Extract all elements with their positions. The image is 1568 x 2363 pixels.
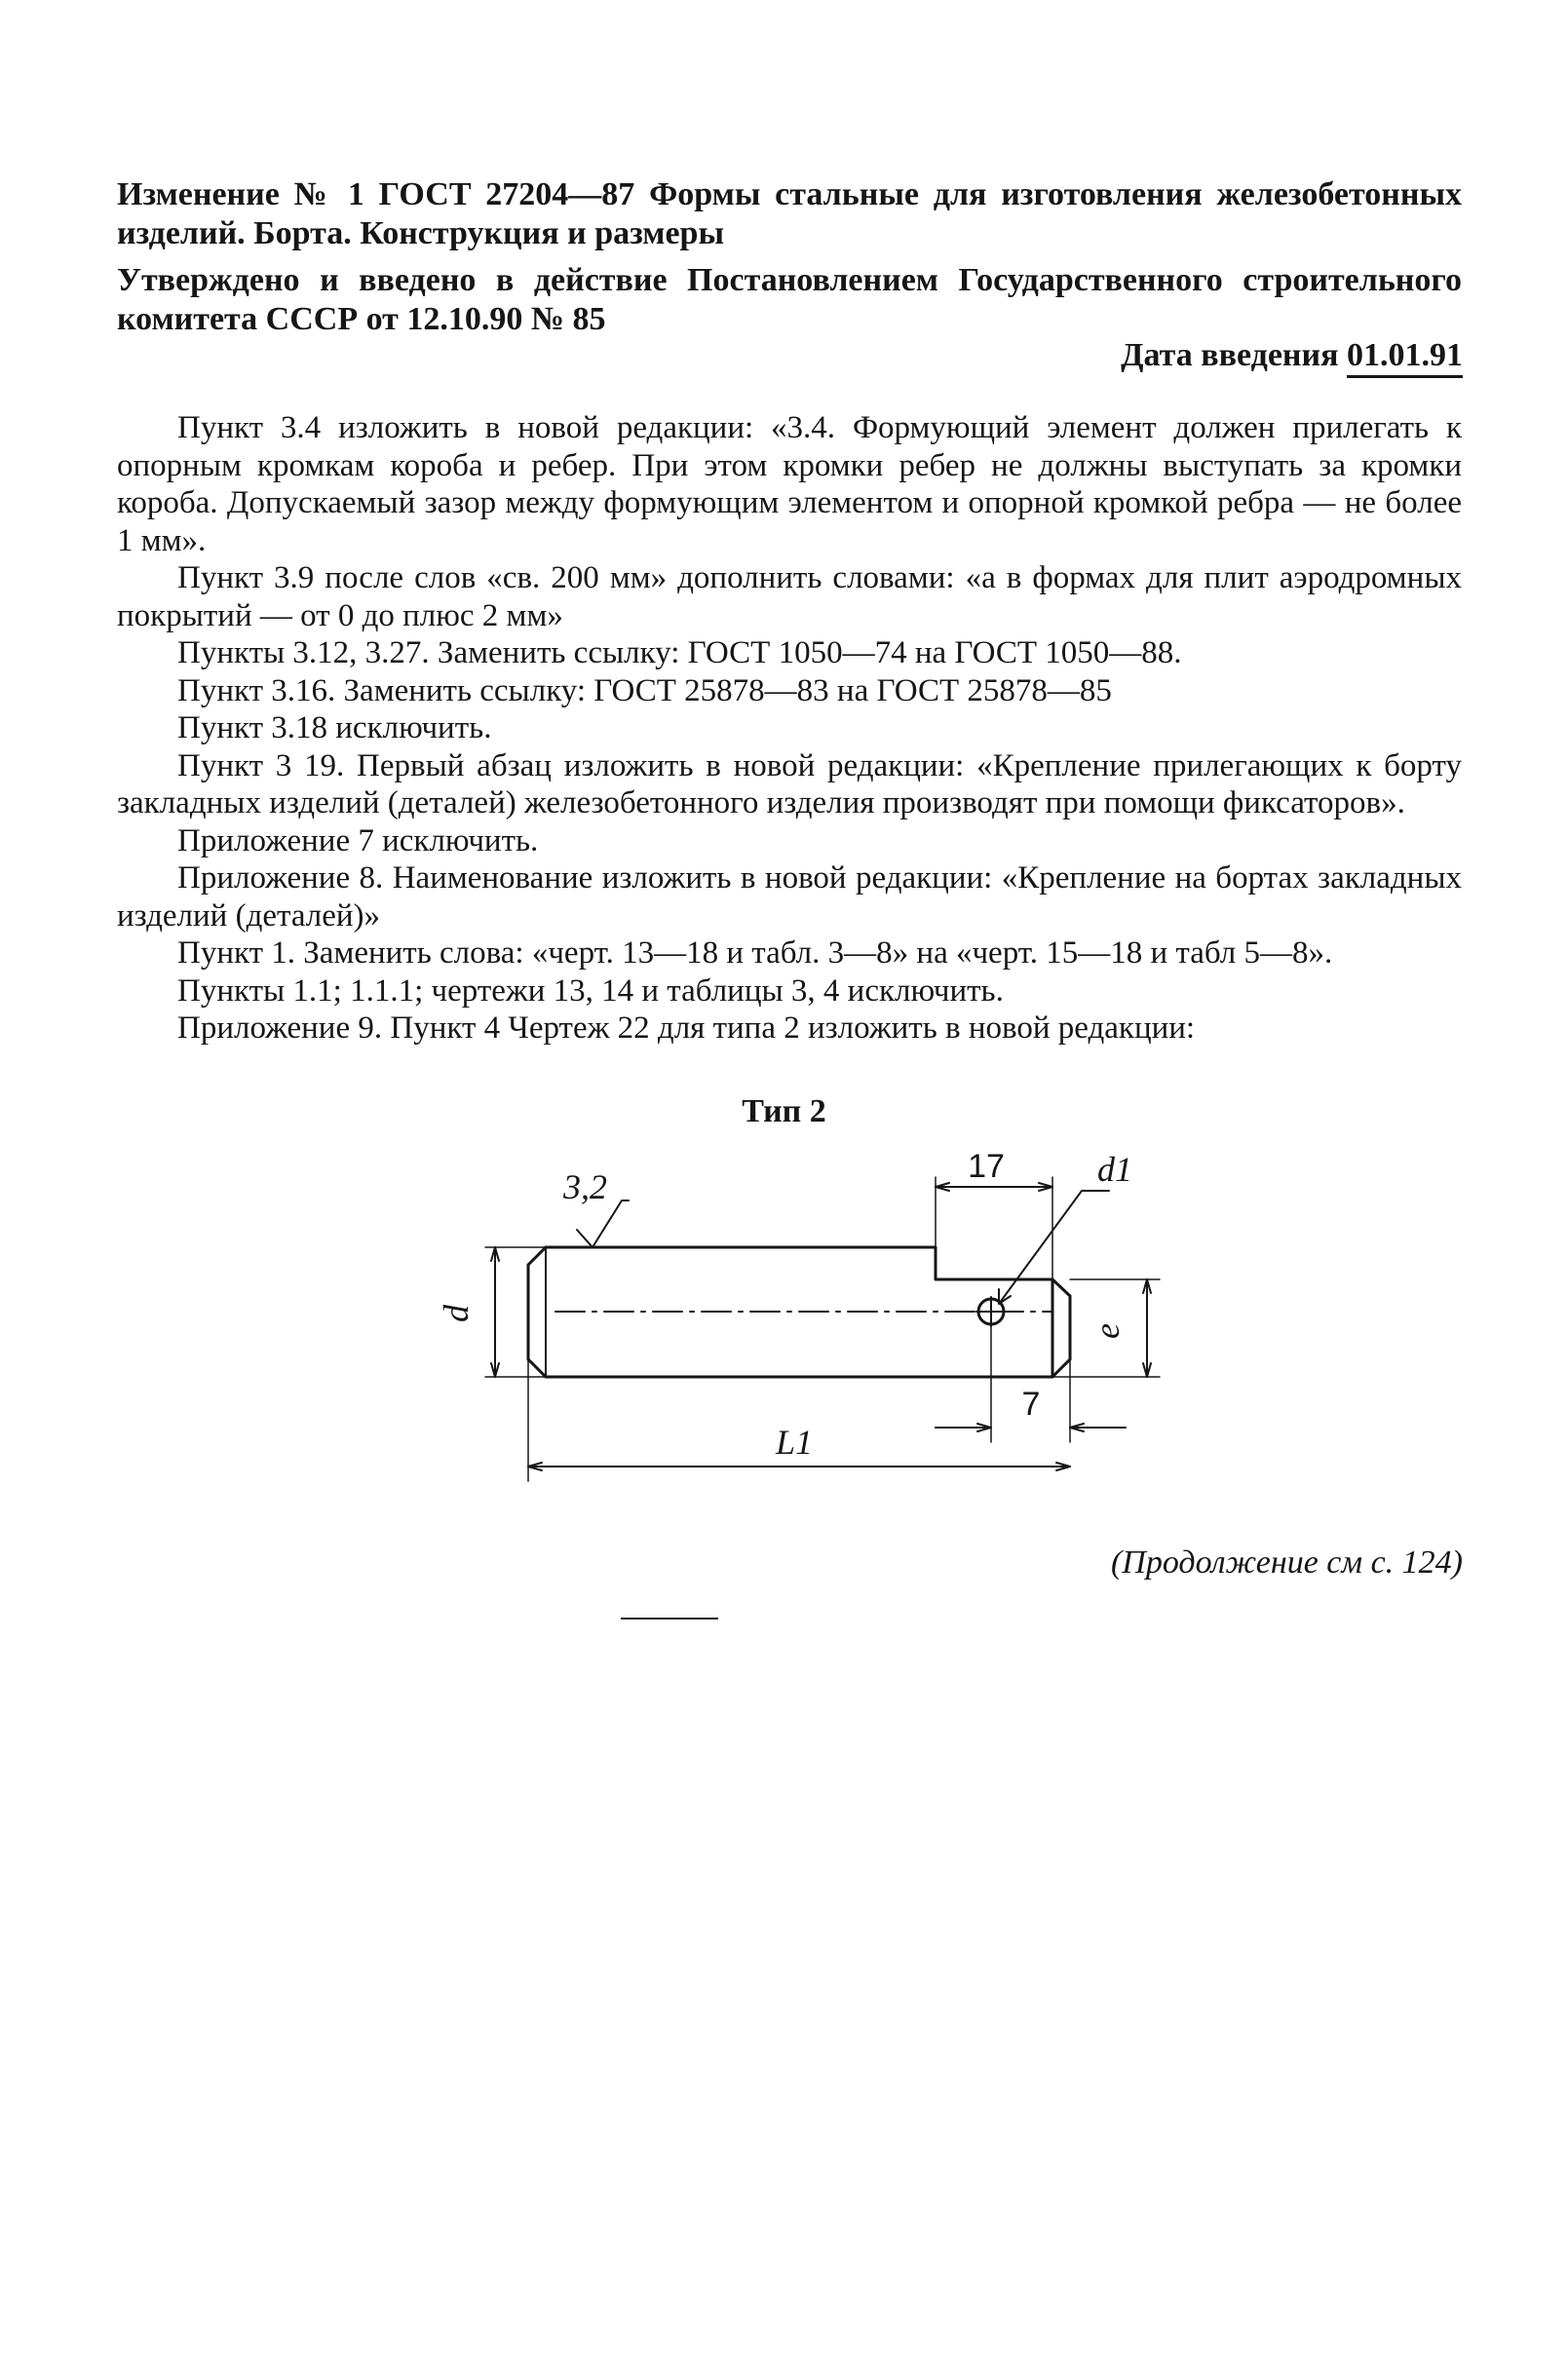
paragraph-3-4: Пункт 3.4 изложить в новой редакции: «3.4. Формующий элемент должен прилегать к опорным кромкам короба и ребер. При этом кромки ребер не должны выступать за кромки короба. Допускаемый зазор между формующим элементом и опорной кромкой ребра — не более 1 мм». bbox=[117, 410, 1462, 558]
date-value: 01.01.91 bbox=[1347, 337, 1463, 378]
paragraph-3-19: Пункт 3 19. Первый абзац изложить в новой редакции: «Крепление прилегающих к борту закладных изделий (деталей) железобетонного изделия производят при помощи фиксаторов». bbox=[117, 747, 1462, 820]
paragraph-items-1-1: Пункты 1.1; 1.1.1; чертежи 13, 14 и таблицы 3, 4 исключить. bbox=[177, 972, 1004, 1009]
change-body bbox=[117, 409, 1462, 1048]
introduction-date bbox=[1121, 336, 1463, 375]
technical-drawing bbox=[409, 1150, 1189, 1501]
label-dim-7: 7 bbox=[1021, 1386, 1041, 1423]
paragraph-3-9: Пункт 3.9 после слов «св. 200 мм» дополнить словами: «а в формах для плит аэродромных покрытий — от 0 до плюс 2 мм» bbox=[117, 560, 1462, 633]
left-chamfer-top bbox=[528, 1247, 546, 1265]
separator-rule bbox=[621, 1618, 718, 1620]
label-l1: L1 bbox=[775, 1423, 814, 1462]
paragraph-appendix-8: Приложение 8. Наименование изложить в новой редакции: «Крепление на бортах закладных изделий (деталей)» bbox=[117, 860, 1462, 934]
label-dim-17: 17 bbox=[968, 1150, 1005, 1185]
label-d1: d1 bbox=[1097, 1150, 1132, 1189]
change-title: Изменение № 1 ГОСТ 27204—87 Формы стальные для изготовления железобетонных изделий. Борта. Конструкция и размеры bbox=[117, 176, 1462, 251]
right-chamfer-bottom bbox=[1052, 1359, 1070, 1377]
label-e: e bbox=[1088, 1323, 1127, 1339]
paragraph-appendix-9: Приложение 9. Пункт 4 Чертеж 22 для типа 2 изложить в новой редакции: bbox=[177, 1010, 1196, 1046]
continuation-note: (Продолжение см с. 124) bbox=[1110, 1544, 1463, 1581]
left-chamfer-bottom bbox=[528, 1359, 546, 1377]
paragraph-item-1: Пункт 1. Заменить слова: «черт. 13—18 и табл. 3—8» на «черт. 15—18 и табл 5—8». bbox=[177, 935, 1333, 971]
paragraph-3-16: Пункт 3.16. Заменить ссылку: ГОСТ 25878—83 на ГОСТ 25878—85 bbox=[177, 672, 1112, 708]
date-label: Дата введения bbox=[1121, 337, 1339, 373]
figure-caption: Тип 2 bbox=[742, 1093, 826, 1129]
paragraph-3-18: Пункт 3.18 исключить. bbox=[177, 710, 492, 745]
paragraph-3-12: Пункты 3.12, 3.27. Заменить ссылку: ГОСТ 1050—74 на ГОСТ 1050—88. bbox=[177, 635, 1182, 670]
label-d: d bbox=[437, 1305, 476, 1322]
label-roughness: 3,2 bbox=[563, 1167, 607, 1206]
paragraph-appendix-7: Приложение 7 исключить. bbox=[177, 822, 539, 858]
approval-statement: Утверждено и введено в действие Постановлением Государственного строительного комитета СССР от 12.10.90 № 85 bbox=[117, 262, 1462, 337]
pin-drawing-svg bbox=[409, 1150, 1189, 1501]
roughness-mark bbox=[577, 1201, 629, 1247]
right-chamfer-top bbox=[1052, 1279, 1070, 1296]
